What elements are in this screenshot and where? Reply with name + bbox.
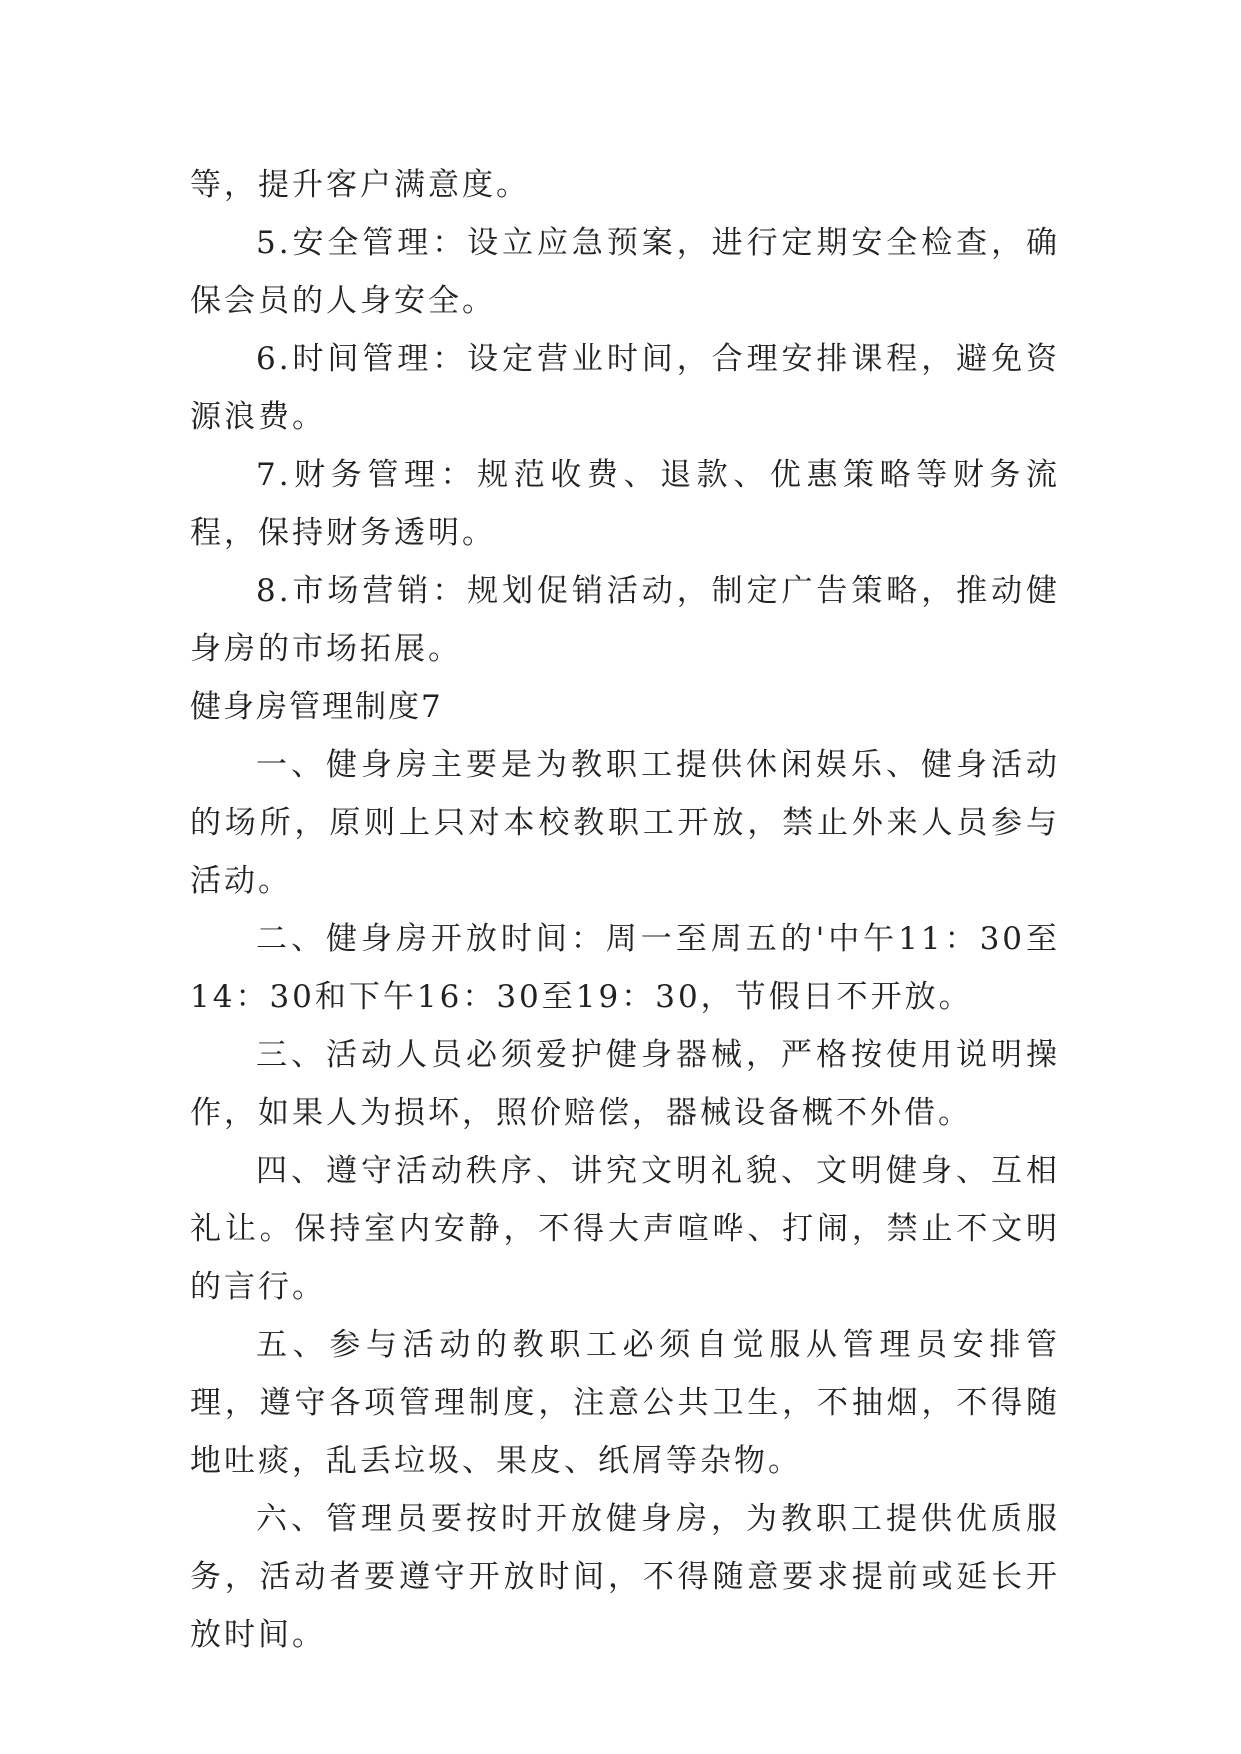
paragraph-rule-4: 四、遵守活动秩序、讲究文明礼貌、文明健身、互相礼让。保持室内安静，不得大声喧哗、打闹，禁止不文明的言行。 bbox=[190, 1153, 1060, 1305]
paragraph-rule-1: 一、健身房主要是为教职工提供休闲娱乐、健身活动的场所，原则上只对本校教职工开放，禁止外来人员参与活动。 bbox=[190, 747, 1060, 899]
document-body bbox=[190, 156, 1060, 1664]
paragraph-item-5-safety: 5.安全管理：设立应急预案，进行定期安全检查，确保会员的人身安全。 bbox=[190, 225, 1060, 319]
paragraph-rule-3: 三、活动人员必须爱护健身器械，严格按使用说明操作，如果人为损坏，照价赔偿，器械设备概不外借。 bbox=[190, 1037, 1060, 1131]
paragraph-rule-2: 二、健身房开放时间：周一至周五的'中午11：30至14：30和下午16：30至19：30，节假日不开放。 bbox=[190, 921, 1060, 1015]
section-heading: 健身房管理制度7 bbox=[190, 689, 443, 725]
paragraph-continuation: 等，提升客户满意度。 bbox=[190, 167, 530, 203]
paragraph-item-8-marketing: 8.市场营销：规划促销活动，制定广告策略，推动健身房的市场拓展。 bbox=[190, 573, 1060, 667]
paragraph-rule-5: 五、参与活动的教职工必须自觉服从管理员安排管理，遵守各项管理制度，注意公共卫生，不抽烟，不得随地吐痰，乱丢垃圾、果皮、纸屑等杂物。 bbox=[190, 1327, 1060, 1479]
paragraph-item-7-finance: 7.财务管理：规范收费、退款、优惠策略等财务流程，保持财务透明。 bbox=[190, 457, 1060, 551]
paragraph-rule-6: 六、管理员要按时开放健身房，为教职工提供优质服务，活动者要遵守开放时间，不得随意要求提前或延长开放时间。 bbox=[190, 1501, 1060, 1653]
paragraph-item-6-time: 6.时间管理：设定营业时间，合理安排课程，避免资源浪费。 bbox=[190, 341, 1060, 435]
